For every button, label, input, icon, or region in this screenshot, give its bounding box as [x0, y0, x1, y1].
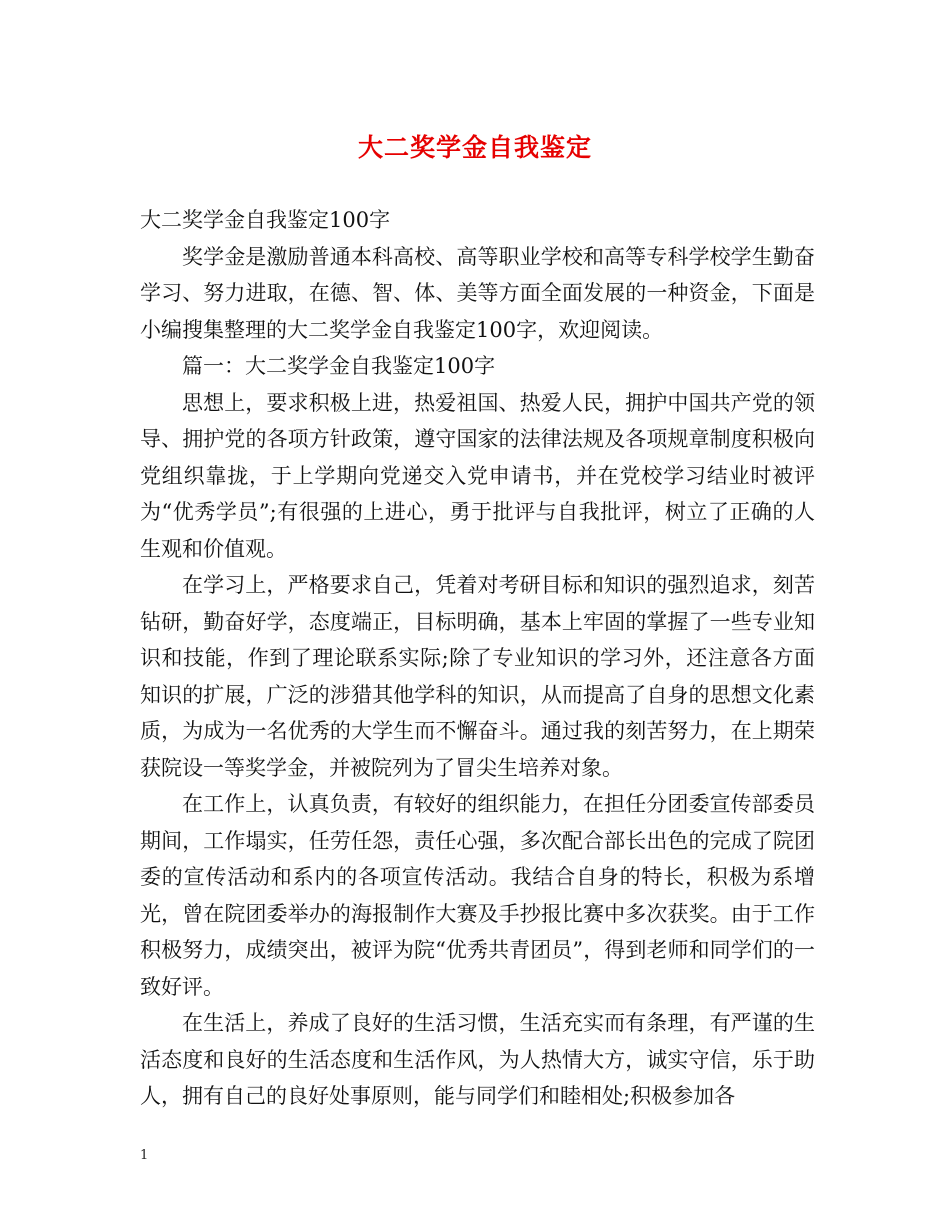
document-title: 大二奖学金自我鉴定 [357, 133, 592, 162]
section-heading: 篇一：大二奖学金自我鉴定100字 [182, 354, 496, 378]
life-paragraph: 在生活上，养成了良好的生活习惯，生活充实而有条理，有严谨的生活态度和良好的生活态度和生活作风，为人热情大方，诚实守信，乐于助人，拥有自己的良好处事原则，能与同学们和睦相处;积极参加各 [140, 1011, 815, 1108]
intro-paragraph: 奖学金是激励普通本科高校、高等职业学校和高等专科学校学生勤奋学习、努力进取，在德、智、体、美等方面全面发展的一种资金，下面是小编搜集整理的大二奖学金自我鉴定100字，欢迎阅读。 [140, 244, 815, 342]
work-paragraph: 在工作上，认真负责，有较好的组织能力，在担任分团委宣传部委员期间，工作塌实，任劳任怨，责任心强，多次配合部长出色的完成了院团委的宣传活动和系内的各项宣传活动。我结合自身的特长，积极为系增光，曾在院团委举办的海报制作大赛及手抄报比赛中多次获奖。由于工作积极努力，成绩突出，被评为院“优秀共青团员”，得到老师和同学们的一致好评。 [140, 792, 815, 999]
study-paragraph: 在学习上，严格要求自己，凭着对考研目标和知识的强烈追求，刻苦钻研，勤奋好学，态度端正，目标明确，基本上牢固的掌握了一些专业知识和技能，作到了理论联系实际;除了专业知识的学习外，还注意各方面知识的扩展，广泛的涉猎其他学科的知识，从而提高了自身的思想文化素质，为成为一名优秀的大学生而不懈奋斗。通过我的刻苦努力，在上期荣获院设一等奖学金，并被院列为了冒尖生培养对象。 [140, 573, 815, 780]
document-body [140, 202, 815, 1115]
page-number: 1 [140, 1148, 149, 1163]
ideology-paragraph: 思想上，要求积极上进，热爱祖国、热爱人民，拥护中国共产党的领导、拥护党的各项方针政策，遵守国家的法律法规及各项规章制度积极向党组织靠拢，于上学期向党递交入党申请书，并在党校学习结业时被评为“优秀学员”;有很强的上进心，勇于批评与自我批评，树立了正确的人生观和价值观。 [140, 390, 815, 561]
subtitle-paragraph: 大二奖学金自我鉴定100字 [140, 208, 391, 232]
